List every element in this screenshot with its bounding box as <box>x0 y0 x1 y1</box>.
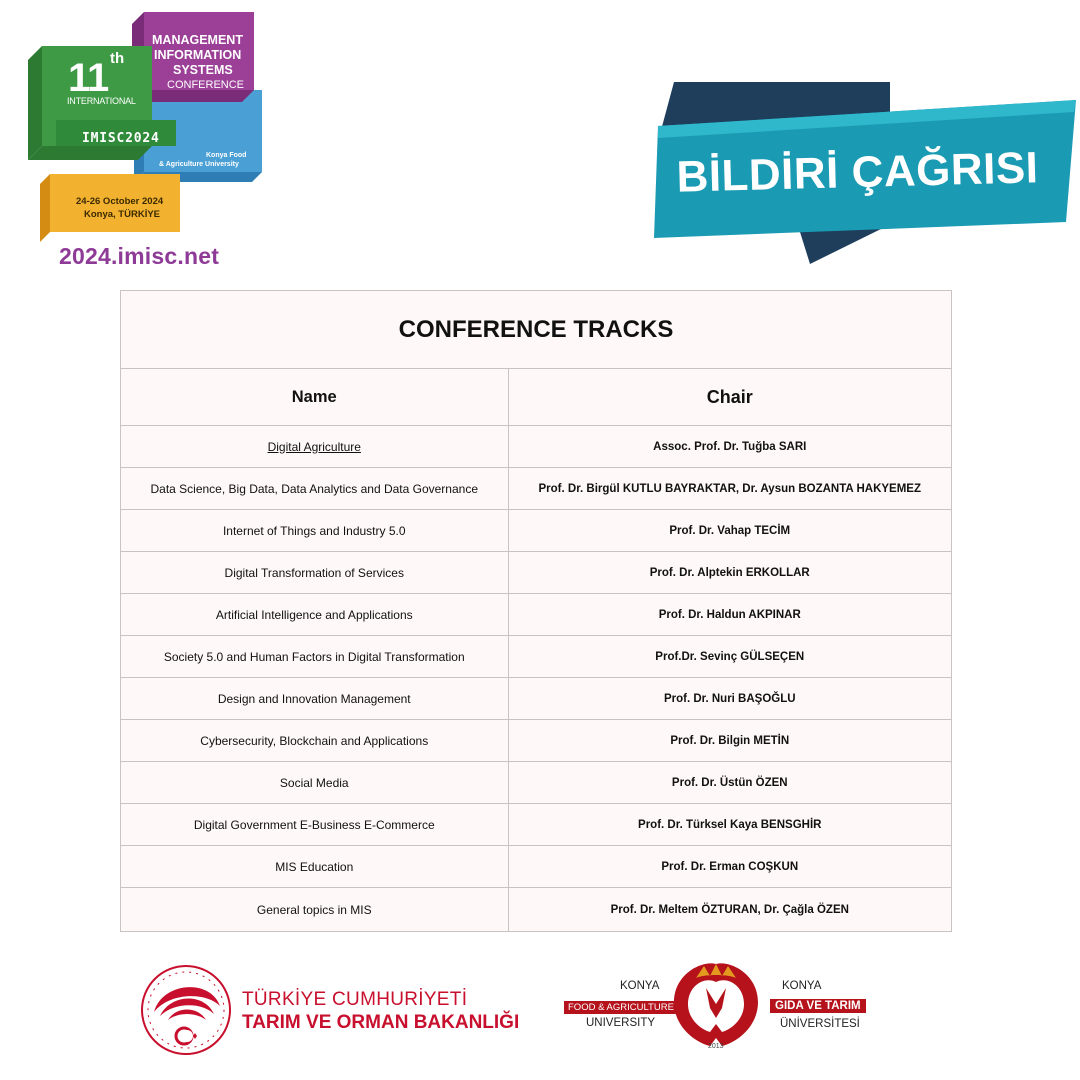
conference-logo <box>26 12 266 272</box>
track-name: Design and Innovation Management <box>121 678 508 720</box>
table-row <box>121 678 951 720</box>
track-name: General topics in MIS <box>121 888 508 932</box>
track-name: Internet of Things and Industry 5.0 <box>121 510 508 552</box>
ministry-logo <box>140 960 540 1060</box>
track-chair: Prof. Dr. Türksel Kaya BENSGHİR <box>508 804 951 846</box>
track-chair: Assoc. Prof. Dr. Tuğba SARI <box>508 426 951 468</box>
track-chair: Prof. Dr. Haldun AKPINAR <box>508 594 951 636</box>
university-en-word: UNIVERSITY <box>586 1017 656 1029</box>
university-founding-year: 2013 <box>708 1043 724 1050</box>
host-line1: Konya Food <box>206 152 247 159</box>
table-row <box>121 636 951 678</box>
table-row <box>121 804 951 846</box>
track-name: Digital Government E-Business E-Commerce <box>121 804 508 846</box>
column-header-name: Name <box>121 369 508 426</box>
track-name: Society 5.0 and Human Factors in Digital Transformation <box>121 636 508 678</box>
call-for-papers-banner <box>650 82 1080 264</box>
conference-tracks-table <box>120 290 952 932</box>
university-en-tag: FOOD & AGRICULTURE <box>564 1001 678 1014</box>
track-name[interactable] <box>121 426 508 468</box>
track-chair: Prof.Dr. Sevinç GÜLSEÇEN <box>508 636 951 678</box>
track-name: MIS Education <box>121 846 508 888</box>
table-header-row <box>121 369 951 426</box>
conference-name-line1: MANAGEMENT <box>152 33 243 47</box>
table-row <box>121 552 951 594</box>
university-tr-city: KONYA <box>782 980 822 992</box>
university-logo <box>558 958 888 1058</box>
track-name-link[interactable]: Digital Agriculture <box>267 439 361 454</box>
table-row <box>121 510 951 552</box>
table-row <box>121 888 951 932</box>
ministry-line1: TÜRKİYE CUMHURİYETİ <box>242 989 468 1010</box>
table-row <box>121 468 951 510</box>
column-header-chair: Chair <box>508 369 951 426</box>
conference-name-line4: CONFERENCE <box>167 79 245 91</box>
track-name: Social Media <box>121 762 508 804</box>
university-tr-tag: GIDA VE TARIM <box>770 999 866 1013</box>
conference-code: IMISC2024 <box>82 131 160 146</box>
table-row <box>121 426 951 468</box>
table-row <box>121 762 951 804</box>
track-name: Digital Transformation of Services <box>121 552 508 594</box>
conference-name-line3: SYSTEMS <box>173 63 233 77</box>
track-chair: Prof. Dr. Bilgin METİN <box>508 720 951 762</box>
university-en-city: KONYA <box>620 980 660 992</box>
track-chair: Prof. Dr. Nuri BAŞOĞLU <box>508 678 951 720</box>
university-crest-icon <box>666 958 766 1054</box>
track-name: Cybersecurity, Blockchain and Applications <box>121 720 508 762</box>
track-chair: Prof. Dr. Birgül KUTLU BAYRAKTAR, Dr. Aysun BOZANTA HAKYEMEZ <box>508 468 951 510</box>
conference-date: 24-26 October 2024 <box>76 196 164 207</box>
table-row <box>121 594 951 636</box>
track-chair: Prof. Dr. Meltem ÖZTURAN, Dr. Çağla ÖZEN <box>610 903 849 916</box>
track-name: Artificial Intelligence and Applications <box>121 594 508 636</box>
track-name: Data Science, Big Data, Data Analytics and Data Governance <box>121 468 508 510</box>
banner-title: BİLDİRİ ÇAĞRISI <box>675 143 1040 202</box>
host-line2: & Agriculture University <box>159 161 239 168</box>
edition-number: 11 <box>68 56 109 100</box>
track-chair: Prof. Dr. Vahap TECİM <box>508 510 951 552</box>
table-title: CONFERENCE TRACKS <box>121 291 951 369</box>
conference-name-line2: INFORMATION <box>154 48 242 62</box>
table-row <box>121 846 951 888</box>
track-chair: Prof. Dr. Üstün ÖZEN <box>508 762 951 804</box>
conference-place: Konya, TÜRKİYE <box>84 209 161 220</box>
conference-url[interactable]: 2024.imisc.net <box>59 243 220 269</box>
track-chair: Prof. Dr. Alptekin ERKOLLAR <box>508 552 951 594</box>
ministry-line2: TARIM VE ORMAN BAKANLIĞI <box>242 1012 520 1033</box>
edition-suffix: th <box>110 50 125 67</box>
international-label: INTERNATIONAL <box>67 96 136 106</box>
track-chair: Prof. Dr. Erman COŞKUN <box>508 846 951 888</box>
table-row <box>121 720 951 762</box>
university-tr-word: ÜNİVERSİTESİ <box>780 1018 860 1030</box>
ministry-emblem-icon <box>140 960 240 1060</box>
